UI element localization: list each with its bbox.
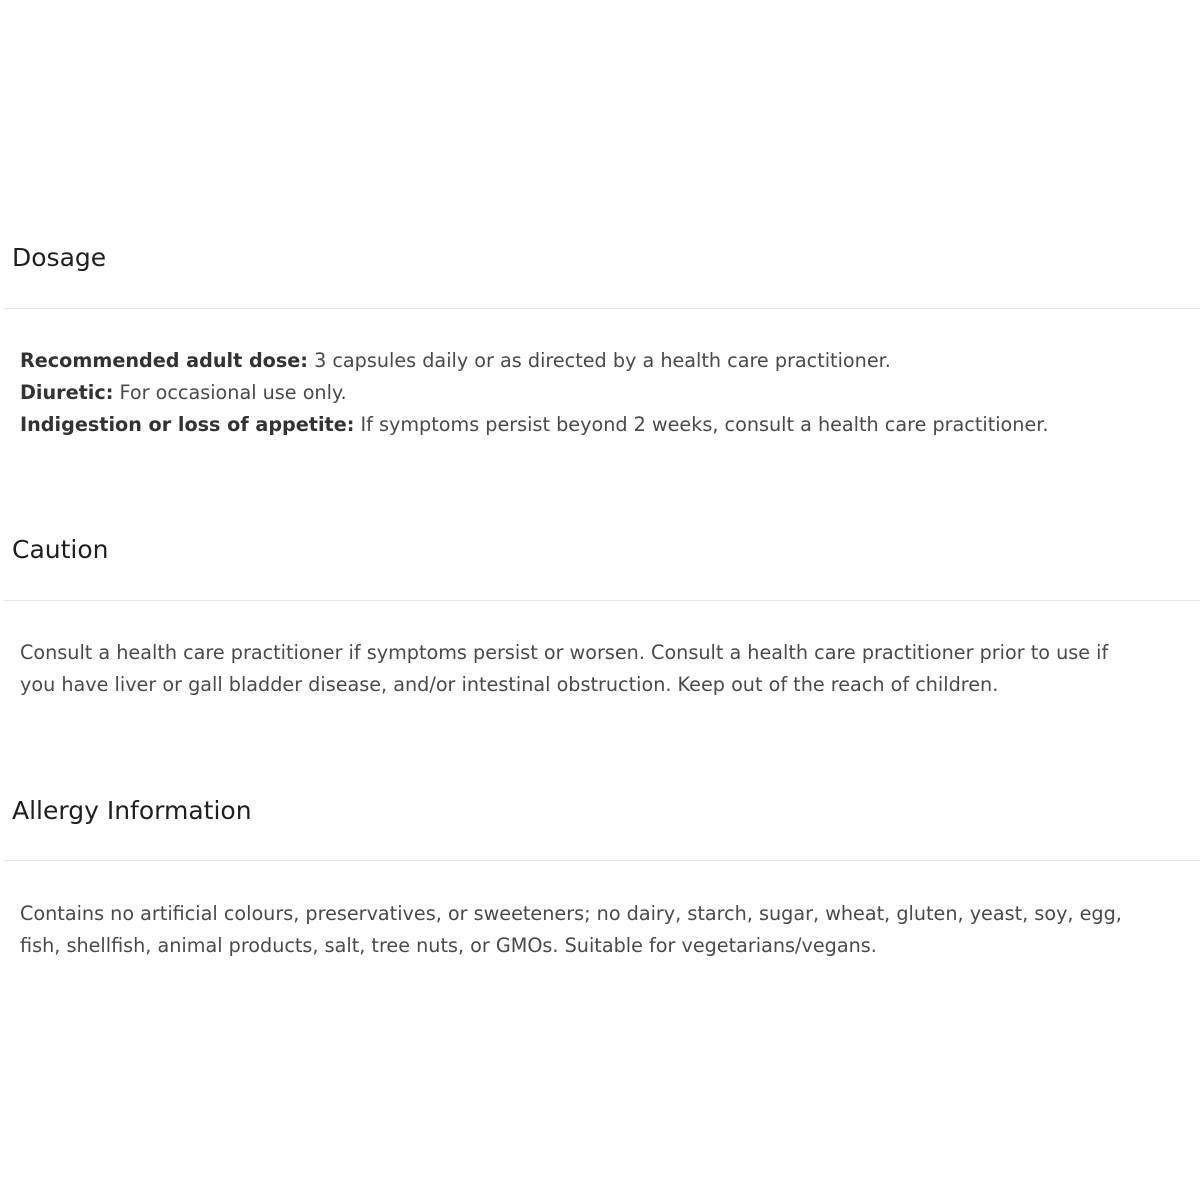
adult-dose-label: Recommended adult dose: xyxy=(20,349,308,372)
dosage-line-indigestion xyxy=(20,409,1198,441)
allergy-line-1: Contains no artificial colours, preservatives, or sweeteners; no dairy, starch, sugar, wheat, gluten, yeast, soy, egg, xyxy=(20,902,1122,925)
indigestion-text: If symptoms persist beyond 2 weeks, consult a health care practitioner. xyxy=(354,413,1049,436)
caution-line-2: you have liver or gall bladder disease, and/or intestinal obstruction. Keep out of the reach of children. xyxy=(20,673,999,696)
dosage-line-diuretic xyxy=(20,377,1198,409)
dosage-body xyxy=(20,345,1198,441)
allergy-line-2: fish, shellfish, animal products, salt, tree nuts, or GMOs. Suitable for vegetarians/vegans. xyxy=(20,934,877,957)
caution-body xyxy=(20,637,1198,701)
diuretic-label: Diuretic: xyxy=(20,381,114,404)
caution-heading: Caution xyxy=(12,535,109,564)
diuretic-text: For occasional use only. xyxy=(113,381,347,404)
adult-dose-text: 3 capsules daily or as directed by a health care practitioner. xyxy=(307,349,891,372)
allergy-body xyxy=(20,898,1198,962)
dosage-line-adult-dose xyxy=(20,345,1198,377)
indigestion-label: Indigestion or loss of appetite: xyxy=(20,413,355,436)
allergy-divider xyxy=(4,860,1200,861)
dosage-divider xyxy=(4,308,1200,309)
dosage-heading: Dosage xyxy=(12,243,107,272)
allergy-heading: Allergy Information xyxy=(12,796,252,825)
caution-divider xyxy=(4,600,1200,601)
caution-line-1: Consult a health care practitioner if symptoms persist or worsen. Consult a health care practitioner prior to use if xyxy=(20,641,1109,664)
